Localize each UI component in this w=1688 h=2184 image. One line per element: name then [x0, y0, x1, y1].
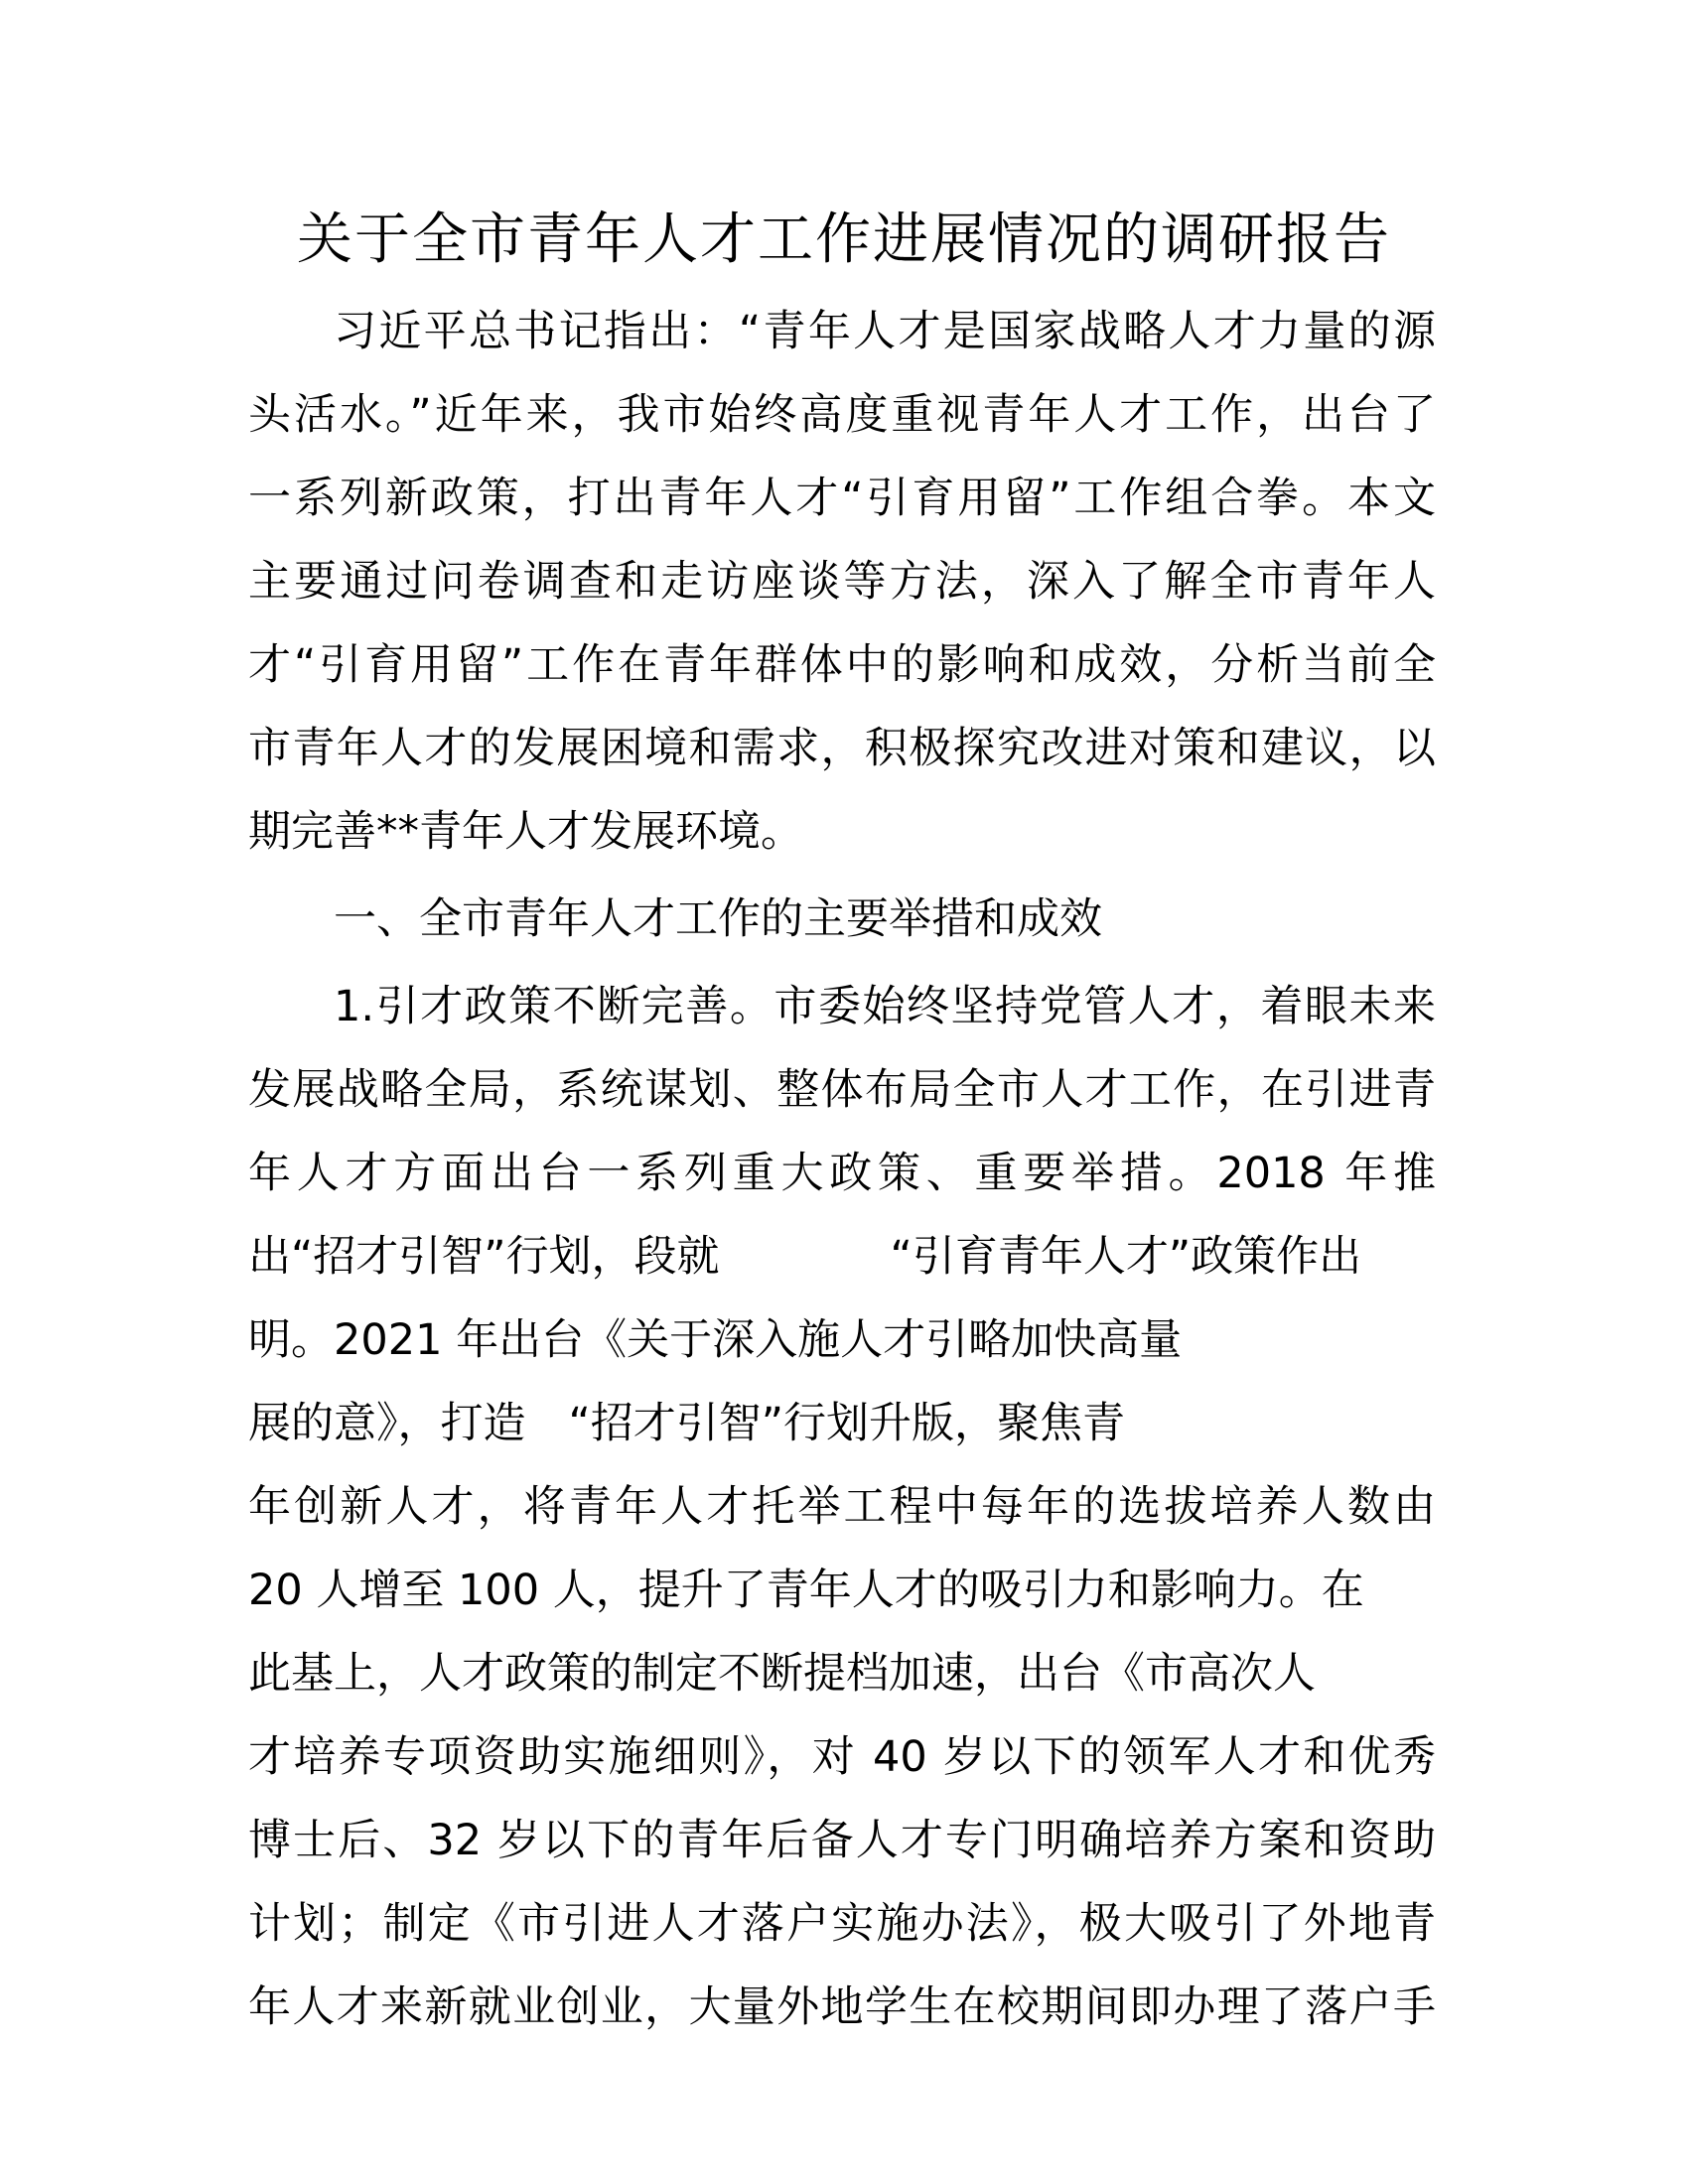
- body-line-6: 市青年人才的发展困境和需求，积极探究改进对策和建议，以: [248, 724, 1436, 773]
- body-line-8: 1.引才政策不断完善。市委始终坚持党管人才，着眼未来: [334, 982, 1436, 1031]
- section-heading-1: 一、全市青年人才工作的主要举措和成效: [334, 894, 1102, 944]
- body-line-4: 主要通过问卷调查和走访座谈等方法，深入了解全市青年人: [248, 557, 1436, 607]
- body-line-18: 博士后、32 岁以下的青年后备人才专门明确培养方案和资助: [248, 1816, 1436, 1865]
- body-line-19: 计划；制定《市引进人才落户实施办法》，极大吸引了外地青: [248, 1899, 1436, 1949]
- body-line-5: 才“引育用留”工作在青年群体中的影响和成效，分析当前全: [248, 640, 1436, 690]
- body-line-16: 此基上，人才政策的制定不断提档加速，出台《市高次人: [248, 1649, 1316, 1699]
- body-line-10: 年人才方面出台一系列重大政策、重要举措。2018 年推: [248, 1149, 1436, 1198]
- body-line-3: 一系列新政策，打出青年人才“引育用留”工作组合拳。本文: [248, 474, 1436, 523]
- body-line-17: 才培养专项资助实施细则》，对 40 岁以下的领军人才和优秀: [248, 1732, 1436, 1782]
- body-line-14: 年创新人才，将青年人才托举工程中每年的选拔培养人数由: [248, 1482, 1436, 1532]
- body-line-11: 出“招才引智”行划，段就 “引育青年人才”政策作出: [248, 1232, 1362, 1282]
- body-line-9: 发展战略全局，系统谋划、整体布局全市人才工作，在引进青: [248, 1065, 1436, 1115]
- body-line-15: 20 人增至 100 人，提升了青年人才的吸引力和影响力。在: [248, 1566, 1364, 1615]
- body-line-13: 展的意》，打造 “招才引智”行划升版，聚焦青: [248, 1399, 1126, 1448]
- body-line-12: 明。2021 年出台《关于深入施人才引略加快高量: [248, 1315, 1183, 1365]
- body-line-7: 期完善**青年人才发展环境。: [248, 807, 803, 857]
- body-line-20: 年人才来新就业创业，大量外地学生在校期间即办理了落户手: [248, 1982, 1436, 2032]
- document-title: 关于全市青年人才工作进展情况的调研报告: [297, 207, 1391, 272]
- body-line-1: 习近平总书记指出：“青年人才是国家战略人才力量的源: [334, 307, 1436, 356]
- body-line-2: 头活水。”近年来，我市始终高度重视青年人才工作，出台了: [248, 390, 1436, 440]
